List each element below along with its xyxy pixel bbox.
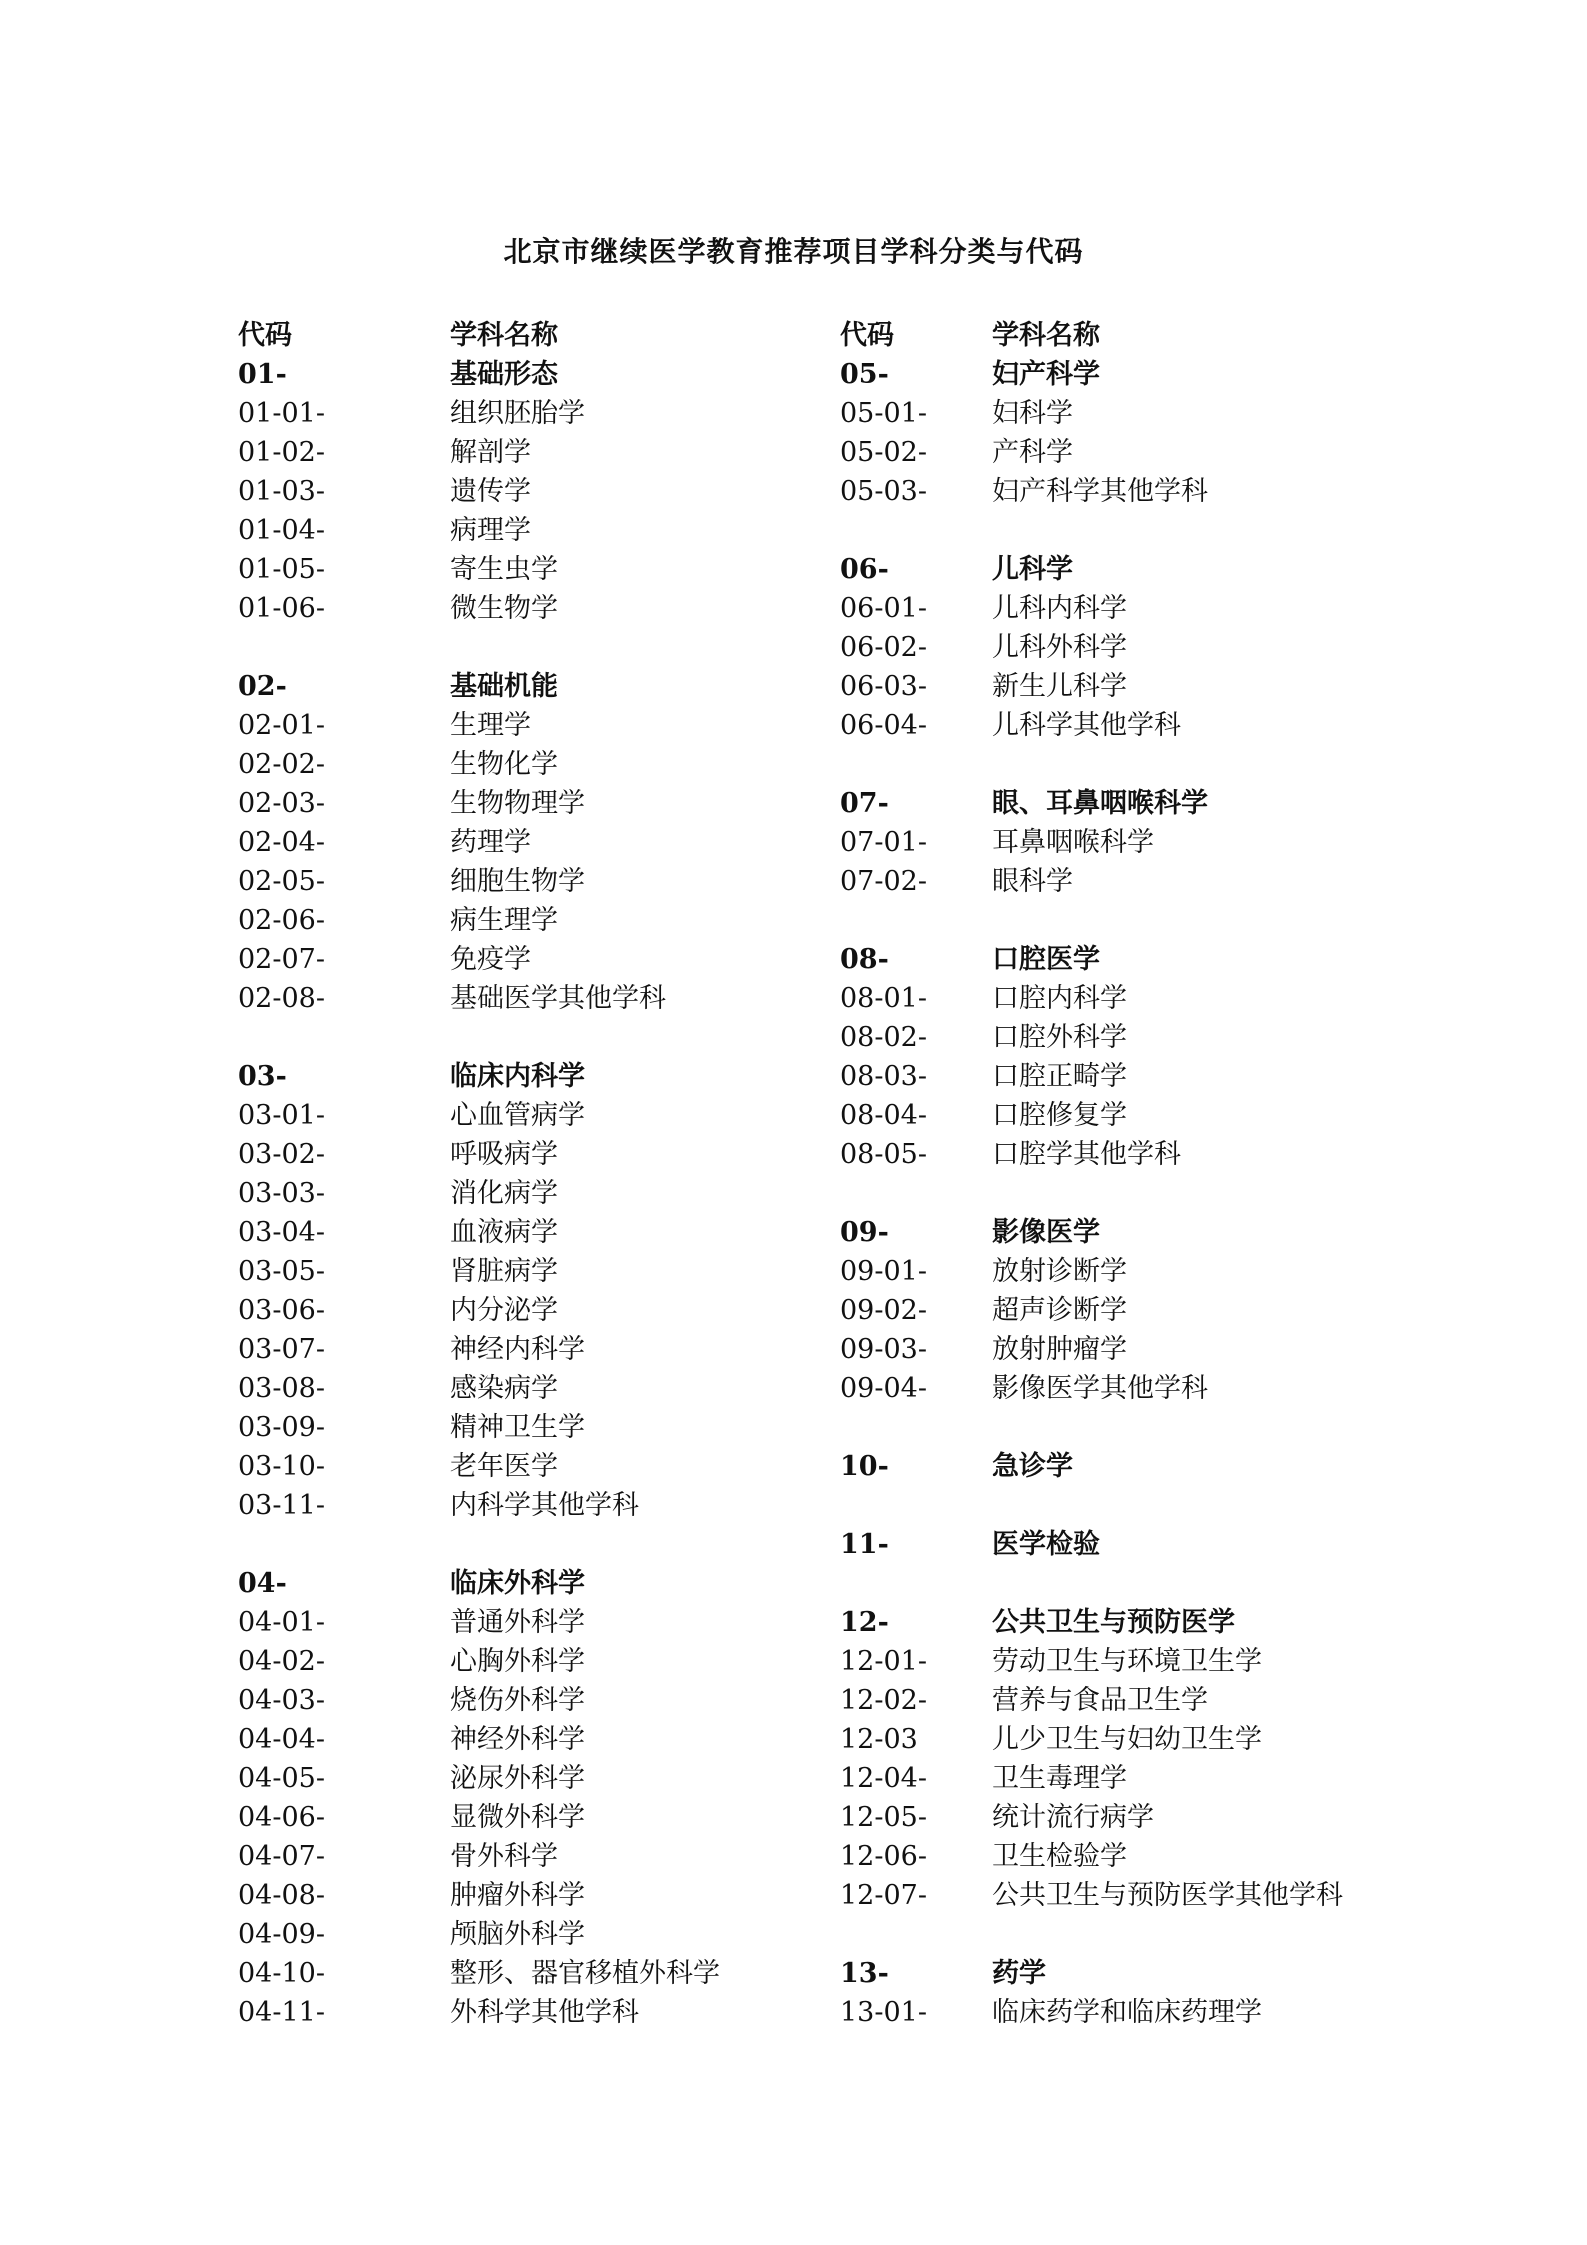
- code-cell: 02-04-: [238, 827, 325, 858]
- code-cell: 01-05-: [238, 554, 325, 585]
- code-cell: 06-: [840, 554, 889, 585]
- subject-name-cell: 放射肿瘤学: [992, 1334, 1127, 1365]
- subject-name-cell: 神经外科学: [450, 1724, 585, 1755]
- subject-name-cell: 统计流行病学: [992, 1802, 1154, 1833]
- subject-name-cell: 学科名称: [450, 320, 558, 351]
- subject-name-cell: 儿少卫生与妇幼卫生学: [992, 1724, 1262, 1755]
- subject-name-cell: 感染病学: [450, 1373, 558, 1404]
- code-cell: 04-01-: [238, 1607, 325, 1638]
- subject-name-cell: 整形、器官移植外科学: [450, 1958, 720, 1989]
- subject-name-cell: 放射诊断学: [992, 1256, 1127, 1287]
- subject-name-cell: 颅脑外科学: [450, 1919, 585, 1950]
- code-cell: 04-07-: [238, 1841, 325, 1872]
- subject-name-cell: 临床内科学: [450, 1061, 585, 1092]
- code-cell: 04-10-: [238, 1958, 325, 1989]
- code-cell: 06-01-: [840, 593, 927, 624]
- code-cell: 02-06-: [238, 905, 325, 936]
- code-cell: 03-06-: [238, 1295, 325, 1326]
- subject-name-cell: 影像医学: [992, 1217, 1100, 1248]
- code-cell: 08-05-: [840, 1139, 927, 1170]
- code-cell: 01-: [238, 359, 287, 390]
- code-cell: 02-: [238, 671, 287, 702]
- code-cell: 06-02-: [840, 632, 927, 663]
- code-cell: 12-07-: [840, 1880, 927, 1911]
- code-cell: 08-04-: [840, 1100, 927, 1131]
- code-cell: 05-01-: [840, 398, 927, 429]
- subject-name-cell: 心胸外科学: [450, 1646, 585, 1677]
- subject-name-cell: 烧伤外科学: [450, 1685, 585, 1716]
- subject-name-cell: 急诊学: [992, 1451, 1073, 1482]
- subject-name-cell: 公共卫生与预防医学: [992, 1607, 1235, 1638]
- code-cell: 03-11-: [238, 1490, 325, 1521]
- code-cell: 02-05-: [238, 866, 325, 897]
- subject-name-cell: 产科学: [992, 437, 1073, 468]
- code-cell: 12-06-: [840, 1841, 927, 1872]
- code-cell: 02-07-: [238, 944, 325, 975]
- code-cell: 08-01-: [840, 983, 927, 1014]
- subject-name-cell: 普通外科学: [450, 1607, 585, 1638]
- subject-name-cell: 眼、耳鼻咽喉科学: [992, 788, 1208, 819]
- code-cell: 01-02-: [238, 437, 325, 468]
- code-cell: 04-04-: [238, 1724, 325, 1755]
- subject-name-cell: 新生儿科学: [992, 671, 1127, 702]
- subject-name-cell: 超声诊断学: [992, 1295, 1127, 1326]
- code-cell: 04-08-: [238, 1880, 325, 1911]
- code-cell: 04-: [238, 1568, 287, 1599]
- code-cell: 10-: [840, 1451, 889, 1482]
- code-cell: 06-04-: [840, 710, 927, 741]
- subject-name-cell: 眼科学: [992, 866, 1073, 897]
- subject-name-cell: 组织胚胎学: [450, 398, 585, 429]
- code-cell: 04-06-: [238, 1802, 325, 1833]
- code-cell: 07-02-: [840, 866, 927, 897]
- code-cell: 01-06-: [238, 593, 325, 624]
- subject-name-cell: 营养与食品卫生学: [992, 1685, 1208, 1716]
- subject-name-cell: 口腔修复学: [992, 1100, 1127, 1131]
- code-cell: 08-03-: [840, 1061, 927, 1092]
- subject-name-cell: 口腔学其他学科: [992, 1139, 1181, 1170]
- code-cell: 08-02-: [840, 1022, 927, 1053]
- subject-name-cell: 基础形态: [450, 359, 558, 390]
- code-cell: 06-03-: [840, 671, 927, 702]
- code-cell: 04-03-: [238, 1685, 325, 1716]
- code-cell: 01-04-: [238, 515, 325, 546]
- subject-name-cell: 呼吸病学: [450, 1139, 558, 1170]
- subject-name-cell: 生理学: [450, 710, 531, 741]
- subject-name-cell: 儿科外科学: [992, 632, 1127, 663]
- code-cell: 05-03-: [840, 476, 927, 507]
- subject-name-cell: 病理学: [450, 515, 531, 546]
- subject-name-cell: 免疫学: [450, 944, 531, 975]
- subject-name-cell: 劳动卫生与环境卫生学: [992, 1646, 1262, 1677]
- code-cell: 03-03-: [238, 1178, 325, 1209]
- code-cell: 04-11-: [238, 1997, 325, 2028]
- code-cell: 02-08-: [238, 983, 325, 1014]
- subject-name-cell: 妇产科学其他学科: [992, 476, 1208, 507]
- subject-name-cell: 神经内科学: [450, 1334, 585, 1365]
- code-cell: 12-05-: [840, 1802, 927, 1833]
- subject-name-cell: 解剖学: [450, 437, 531, 468]
- code-cell: 02-02-: [238, 749, 325, 780]
- subject-name-cell: 内分泌学: [450, 1295, 558, 1326]
- code-cell: 09-04-: [840, 1373, 927, 1404]
- code-cell: 12-02-: [840, 1685, 927, 1716]
- subject-name-cell: 药理学: [450, 827, 531, 858]
- subject-name-cell: 消化病学: [450, 1178, 558, 1209]
- subject-name-cell: 儿科学其他学科: [992, 710, 1181, 741]
- code-cell: 04-05-: [238, 1763, 325, 1794]
- subject-name-cell: 显微外科学: [450, 1802, 585, 1833]
- code-cell: 09-01-: [840, 1256, 927, 1287]
- subject-name-cell: 学科名称: [992, 320, 1100, 351]
- subject-name-cell: 寄生虫学: [450, 554, 558, 585]
- subject-name-cell: 妇科学: [992, 398, 1073, 429]
- code-cell: 07-01-: [840, 827, 927, 858]
- subject-name-cell: 肾脏病学: [450, 1256, 558, 1287]
- code-cell: 03-10-: [238, 1451, 325, 1482]
- subject-name-cell: 基础机能: [450, 671, 558, 702]
- code-cell: 13-01-: [840, 1997, 927, 2028]
- subject-name-cell: 泌尿外科学: [450, 1763, 585, 1794]
- subject-name-cell: 基础医学其他学科: [450, 983, 666, 1014]
- code-cell: 01-01-: [238, 398, 325, 429]
- code-cell: 03-08-: [238, 1373, 325, 1404]
- code-cell: 13-: [840, 1958, 889, 1989]
- code-cell: 12-: [840, 1607, 889, 1638]
- code-cell: 08-: [840, 944, 889, 975]
- subject-name-cell: 公共卫生与预防医学其他学科: [992, 1880, 1343, 1911]
- subject-name-cell: 微生物学: [450, 593, 558, 624]
- code-cell: 02-01-: [238, 710, 325, 741]
- subject-name-cell: 影像医学其他学科: [992, 1373, 1208, 1404]
- code-cell: 09-: [840, 1217, 889, 1248]
- subject-name-cell: 生物物理学: [450, 788, 585, 819]
- subject-name-cell: 临床外科学: [450, 1568, 585, 1599]
- subject-name-cell: 卫生毒理学: [992, 1763, 1127, 1794]
- code-cell: 代码: [840, 320, 894, 351]
- subject-name-cell: 临床药学和临床药理学: [992, 1997, 1262, 2028]
- code-cell: 03-02-: [238, 1139, 325, 1170]
- subject-name-cell: 心血管病学: [450, 1100, 585, 1131]
- subject-name-cell: 口腔内科学: [992, 983, 1127, 1014]
- subject-name-cell: 口腔正畸学: [992, 1061, 1127, 1092]
- code-cell: 03-09-: [238, 1412, 325, 1443]
- subject-name-cell: 精神卫生学: [450, 1412, 585, 1443]
- code-cell: 04-09-: [238, 1919, 325, 1950]
- subject-name-cell: 血液病学: [450, 1217, 558, 1248]
- subject-name-cell: 生物化学: [450, 749, 558, 780]
- subject-name-cell: 卫生检验学: [992, 1841, 1127, 1872]
- code-cell: 03-05-: [238, 1256, 325, 1287]
- subject-name-cell: 病生理学: [450, 905, 558, 936]
- code-cell: 05-: [840, 359, 889, 390]
- code-cell: 03-01-: [238, 1100, 325, 1131]
- code-cell: 03-: [238, 1061, 287, 1092]
- code-cell: 01-03-: [238, 476, 325, 507]
- code-cell: 02-03-: [238, 788, 325, 819]
- code-cell: 09-02-: [840, 1295, 927, 1326]
- subject-name-cell: 内科学其他学科: [450, 1490, 639, 1521]
- subject-name-cell: 遗传学: [450, 476, 531, 507]
- code-cell: 12-01-: [840, 1646, 927, 1677]
- page-title: 北京市继续医学教育推荐项目学科分类与代码: [503, 235, 1084, 268]
- code-cell: 04-02-: [238, 1646, 325, 1677]
- subject-name-cell: 老年医学: [450, 1451, 558, 1482]
- code-cell: 07-: [840, 788, 889, 819]
- subject-name-cell: 儿科内科学: [992, 593, 1127, 624]
- subject-name-cell: 耳鼻咽喉科学: [992, 827, 1154, 858]
- code-cell: 09-03-: [840, 1334, 927, 1365]
- subject-name-cell: 妇产科学: [992, 359, 1100, 390]
- code-cell: 代码: [238, 320, 292, 351]
- code-cell: 12-03: [840, 1724, 918, 1755]
- code-cell: 03-07-: [238, 1334, 325, 1365]
- code-cell: 05-02-: [840, 437, 927, 468]
- subject-name-cell: 外科学其他学科: [450, 1997, 639, 2028]
- code-cell: 03-04-: [238, 1217, 325, 1248]
- subject-name-cell: 口腔外科学: [992, 1022, 1127, 1053]
- code-cell: 11-: [840, 1529, 889, 1560]
- subject-name-cell: 医学检验: [992, 1529, 1100, 1560]
- subject-name-cell: 骨外科学: [450, 1841, 558, 1872]
- subject-name-cell: 肿瘤外科学: [450, 1880, 585, 1911]
- subject-name-cell: 药学: [992, 1958, 1046, 1989]
- subject-name-cell: 口腔医学: [992, 944, 1100, 975]
- code-cell: 12-04-: [840, 1763, 927, 1794]
- subject-name-cell: 儿科学: [992, 554, 1073, 585]
- subject-name-cell: 细胞生物学: [450, 866, 585, 897]
